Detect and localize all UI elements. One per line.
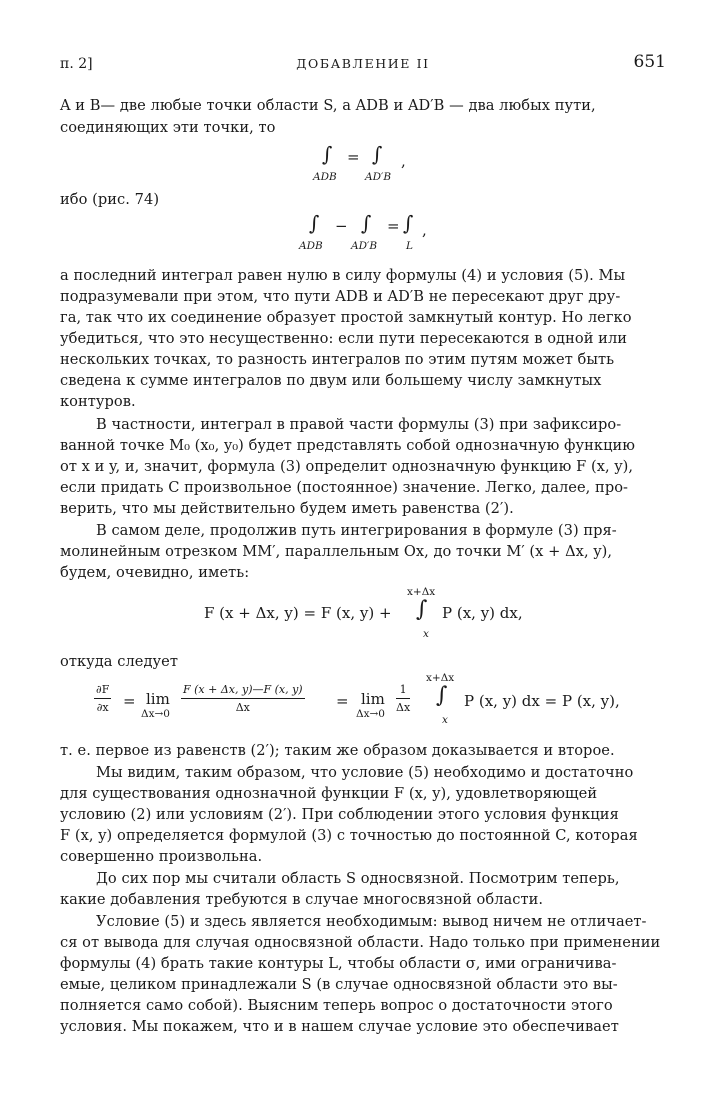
page-number: 651 <box>633 52 666 72</box>
integral-subscript: AD′B <box>365 171 392 183</box>
integral-upper-limit: x+Δx <box>426 672 455 684</box>
text-line: условию (2) или условиям (2′). При соблюдении этого условия функция <box>60 806 619 823</box>
section-ref: п. 2] <box>60 56 93 72</box>
text-line: формулы (4) брать такие контуры L, чтобы области σ, ими ограничива- <box>60 955 617 972</box>
integrand: P (x, y) dx, <box>442 604 523 622</box>
fraction-numerator: F (x + Δx, y)—F (x, y) <box>181 683 305 699</box>
running-header <box>60 52 666 76</box>
integral-sign: ∫ <box>436 683 448 708</box>
integrand-result: P (x, y) dx = P (x, y), <box>464 692 620 710</box>
text-line: соединяющих эти точки, то <box>60 119 276 136</box>
comma: , <box>401 152 406 170</box>
text-line: нескольких точках, то разность интегралов по этим путям может быть <box>60 351 615 368</box>
text-line: В частности, интеграл в правой части формулы (3) при зафиксиро- <box>96 416 622 433</box>
text-line: F (x, y) определяется формулой (3) с точностью до постоянной C, которая <box>60 827 638 844</box>
integral-upper-limit: x+Δx <box>407 586 436 598</box>
text-line: если придать C произвольное (постоянное) значение. Легко, далее, про- <box>60 479 629 496</box>
text-line: для существования однозначной функции F (x, y), удовлетворяющей <box>60 785 598 802</box>
comma: , <box>422 221 427 239</box>
fraction-numerator: ∂F <box>94 683 111 699</box>
text-line: га, так что их соединение образует простой замкнутый контур. Но легко <box>60 309 632 326</box>
limit-operator: lim <box>146 690 170 708</box>
integral-subscript: L <box>406 240 413 252</box>
text-line: подразумевали при этом, что пути ADB и AD′B не пересекают друг дру- <box>60 288 621 305</box>
running-title: ДОБАВЛЕНИЕ II <box>296 56 430 71</box>
limit-subscript: Δx→0 <box>356 708 385 720</box>
minus-sign: − <box>335 217 348 235</box>
fraction-denominator: Δx <box>396 701 411 714</box>
limit-operator: lim <box>361 690 385 708</box>
integral-sign: ∫ <box>322 142 333 166</box>
integral-sign: ∫ <box>416 597 428 622</box>
text-line: а последний интеграл равен нулю в силу формулы (4) и условия (5). Мы <box>60 267 626 284</box>
integral-sign: ∫ <box>309 211 320 235</box>
text-line: До сих пор мы считали область S односвязной. Посмотрим теперь, <box>96 870 620 887</box>
text-line: от x и y, и, значит, формула (3) определит однозначную функцию F (x, y), <box>60 458 634 475</box>
text-line: молинейным отрезком MM′, параллельным Ox, до точки M′ (x + Δx, y), <box>60 543 613 560</box>
integral-sign: ∫ <box>403 211 414 235</box>
fraction-dF-dx <box>94 683 111 714</box>
formula-lhs: F (x + Δx, y) = F (x, y) + <box>204 604 392 622</box>
fraction-denominator: ∂x <box>96 701 109 714</box>
text-line: сведена к сумме интегралов по двум или большему числу замкнутых <box>60 372 602 389</box>
text-line: условия. Мы покажем, что и в нашем случае условие это обеспечивает <box>60 1018 619 1035</box>
integral-subscript: AD′B <box>351 240 378 252</box>
text-line: совершенно произвольна. <box>60 848 263 865</box>
text-line: A и B— две любые точки области S, а ADB и AD′B — два любых пути, <box>60 97 596 114</box>
text-line: емые, целиком принадлежали S (в случае односвязной области это вы- <box>60 976 618 993</box>
fraction-numerator: 1 <box>396 683 410 699</box>
text-line: Мы видим, таким образом, что условие (5) необходимо и достаточно <box>96 764 634 781</box>
text-line: убедиться, что это несущественно: если пути пересекаются в одной или <box>60 330 628 347</box>
text-line: верить, что мы действительно будем иметь равенства (2′). <box>60 500 514 517</box>
text-line: откуда следует <box>60 653 178 670</box>
text-line: ибо (рис. 74) <box>60 191 160 208</box>
equals-sign: = <box>387 217 400 235</box>
text-line: т. е. первое из равенств (2′); таким же образом доказывается и второе. <box>60 742 615 759</box>
integral-sign: ∫ <box>372 142 383 166</box>
integral-subscript: ADB <box>299 240 323 252</box>
text-line: какие добавления требуются в случае многосвязной области. <box>60 891 544 908</box>
text-line: полняется само собой). Выясним теперь вопрос о достаточности этого <box>60 997 613 1014</box>
limit-subscript: Δx→0 <box>141 708 170 720</box>
integral-lower-limit: x <box>442 714 448 726</box>
fraction-one-over-dx <box>396 683 410 714</box>
fraction-difference-quotient <box>181 683 305 714</box>
equals-sign: = <box>336 692 349 710</box>
fraction-denominator: Δx <box>235 701 250 714</box>
text-line: контуров. <box>60 393 136 410</box>
equals-sign: = <box>123 692 136 710</box>
integral-sign: ∫ <box>361 211 372 235</box>
integral-subscript: ADB <box>313 171 337 183</box>
text-line: Условие (5) и здесь является необходимым: вывод ничем не отличает- <box>96 913 647 930</box>
integral-lower-limit: x <box>423 628 429 640</box>
equals-sign: = <box>347 148 360 166</box>
text-line: ся от вывода для случая односвязной области. Надо только при применении <box>60 934 661 951</box>
text-line: будем, очевидно, иметь: <box>60 564 250 581</box>
text-line: В самом деле, продолжив путь интегрирования в формуле (3) пря- <box>96 522 617 539</box>
text-line: ванной точке M₀ (x₀, y₀) будет представлять собой однозначную функцию <box>60 437 636 454</box>
